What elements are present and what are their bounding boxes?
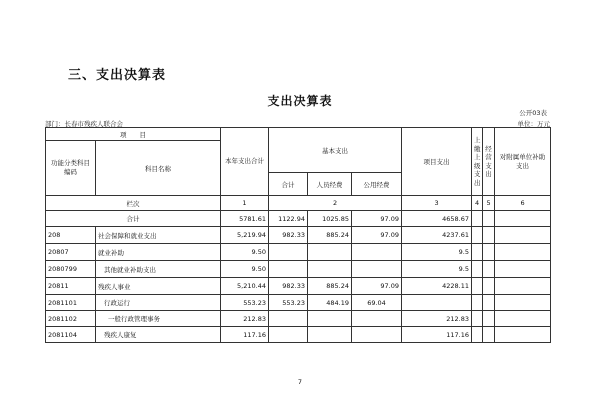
cell-code: 2081102	[46, 311, 96, 327]
header-public: 公用经费	[352, 173, 402, 196]
header-item-name: 科目名称	[96, 141, 221, 196]
header-project: 项 目	[46, 128, 221, 141]
column-index-cell: 4	[472, 196, 483, 211]
cell-project: 212.83	[402, 311, 472, 327]
cell-subtotal: 982.33	[269, 278, 308, 295]
column-index-cell: 2	[269, 196, 402, 211]
cell-year-total: 117.16	[221, 327, 269, 343]
cell-subtotal	[269, 327, 308, 343]
section-heading: 三、支出决算表	[68, 68, 167, 83]
table-row	[46, 278, 551, 295]
cell-operating	[483, 261, 495, 278]
cell-project: 4237.61	[402, 227, 472, 244]
table-row	[46, 295, 551, 311]
cell-personnel	[308, 327, 352, 343]
cell-code: 2081104	[46, 327, 96, 343]
header-personnel: 人员经费	[308, 173, 352, 196]
cell-public	[352, 327, 402, 343]
column-index-label: 栏次	[46, 196, 221, 211]
header-year-total: 本年支出合计	[221, 128, 269, 196]
table-row	[46, 244, 551, 261]
cell-personnel: 484.19	[308, 295, 352, 311]
cell-operating	[483, 327, 495, 343]
unit-label: 单位：万元	[517, 120, 550, 128]
cell-subsidy	[495, 327, 551, 343]
column-index-row	[46, 196, 551, 211]
cell-code: 2080799	[46, 261, 96, 278]
cell-code: 20811	[46, 278, 96, 295]
header-basic-expenditure: 基本支出	[269, 128, 402, 173]
cell-public: 97.09	[352, 278, 402, 295]
document-title: 支出决算表	[267, 94, 333, 108]
cell-project: 117.16	[402, 327, 472, 343]
cell-project: 4228.11	[402, 278, 472, 295]
cell-project	[402, 295, 472, 311]
cell-operating	[483, 311, 495, 327]
cell-superior	[472, 227, 483, 244]
cell-operating	[483, 278, 495, 295]
cell-superior	[472, 278, 483, 295]
cell-operating	[483, 227, 495, 244]
cell-public	[352, 311, 402, 327]
header-function-code: 功能分类科目编码	[46, 141, 96, 196]
cell-subsidy	[495, 295, 551, 311]
expenditure-table	[45, 127, 551, 343]
cell-subtotal	[269, 244, 308, 261]
column-index-cell: 6	[495, 196, 551, 211]
cell-year-total: 212.83	[221, 311, 269, 327]
cell-name: 就业补助	[96, 244, 221, 261]
table-row	[46, 261, 551, 278]
cell-operating	[483, 211, 495, 227]
cell-superior	[472, 261, 483, 278]
cell-year-total: 5,210.44	[221, 278, 269, 295]
cell-subsidy	[495, 227, 551, 244]
column-index-cell: 1	[221, 196, 269, 211]
cell-operating	[483, 295, 495, 311]
cell-personnel	[308, 261, 352, 278]
cell-project: 4658.67	[402, 211, 472, 227]
cell-personnel	[308, 244, 352, 261]
cell-public: 97.09	[352, 227, 402, 244]
cell-year-total: 5,219.94	[221, 227, 269, 244]
cell-name: 社会保障和就业支出	[96, 227, 221, 244]
header-operating-expenditure: 经营支出	[483, 128, 495, 196]
cell-superior	[472, 244, 483, 261]
cell-public	[352, 244, 402, 261]
cell-subsidy	[495, 311, 551, 327]
cell-year-total: 5781.61	[221, 211, 269, 227]
total-row	[46, 211, 551, 227]
cell-subsidy	[495, 261, 551, 278]
cell-subtotal: 1122.94	[269, 211, 308, 227]
cell-code: 20807	[46, 244, 96, 261]
cell-personnel: 885.24	[308, 278, 352, 295]
cell-year-total: 9.50	[221, 244, 269, 261]
cell-name: 残疾人事业	[96, 278, 221, 295]
cell-year-total: 553.23	[221, 295, 269, 311]
cell-superior	[472, 311, 483, 327]
table-row	[46, 227, 551, 244]
header-subtotal: 合计	[269, 173, 308, 196]
cell-name: 残疾人康复	[96, 327, 221, 343]
form-number: 公开03表	[519, 109, 547, 117]
department-label: 部门：长春市残疾人联合会	[45, 120, 123, 128]
cell-operating	[483, 244, 495, 261]
cell-subtotal	[269, 311, 308, 327]
column-index-cell: 3	[402, 196, 472, 211]
cell-subsidy	[495, 244, 551, 261]
header-project-expenditure: 项目支出	[402, 128, 472, 196]
page-number: 7	[297, 378, 303, 386]
table-row	[46, 311, 551, 327]
cell-personnel: 885.24	[308, 227, 352, 244]
cell-subsidy	[495, 278, 551, 295]
cell-personnel: 1025.85	[308, 211, 352, 227]
cell-superior	[472, 295, 483, 311]
cell-code: 2081101	[46, 295, 96, 311]
total-label: 合计	[46, 211, 221, 227]
cell-project: 9.5	[402, 261, 472, 278]
cell-code: 208	[46, 227, 96, 244]
cell-name: 行政运行	[96, 295, 221, 311]
cell-subsidy	[495, 211, 551, 227]
header-subsidiary-subsidy: 对附属单位补助支出	[495, 128, 551, 196]
cell-personnel	[308, 311, 352, 327]
cell-superior	[472, 327, 483, 343]
column-index-cell: 5	[483, 196, 495, 211]
cell-public: 69.04	[352, 295, 402, 311]
cell-public: 97.09	[352, 211, 402, 227]
cell-year-total: 9.50	[221, 261, 269, 278]
table-row	[46, 327, 551, 343]
header-superior-payment: 上缴上级支出	[472, 128, 483, 196]
cell-name: 其他就业补助支出	[96, 261, 221, 278]
cell-project: 9.5	[402, 244, 472, 261]
cell-subtotal: 982.33	[269, 227, 308, 244]
cell-subtotal: 553.23	[269, 295, 308, 311]
cell-subtotal	[269, 261, 308, 278]
cell-public	[352, 261, 402, 278]
cell-name: 一般行政管理事务	[96, 311, 221, 327]
cell-superior	[472, 211, 483, 227]
